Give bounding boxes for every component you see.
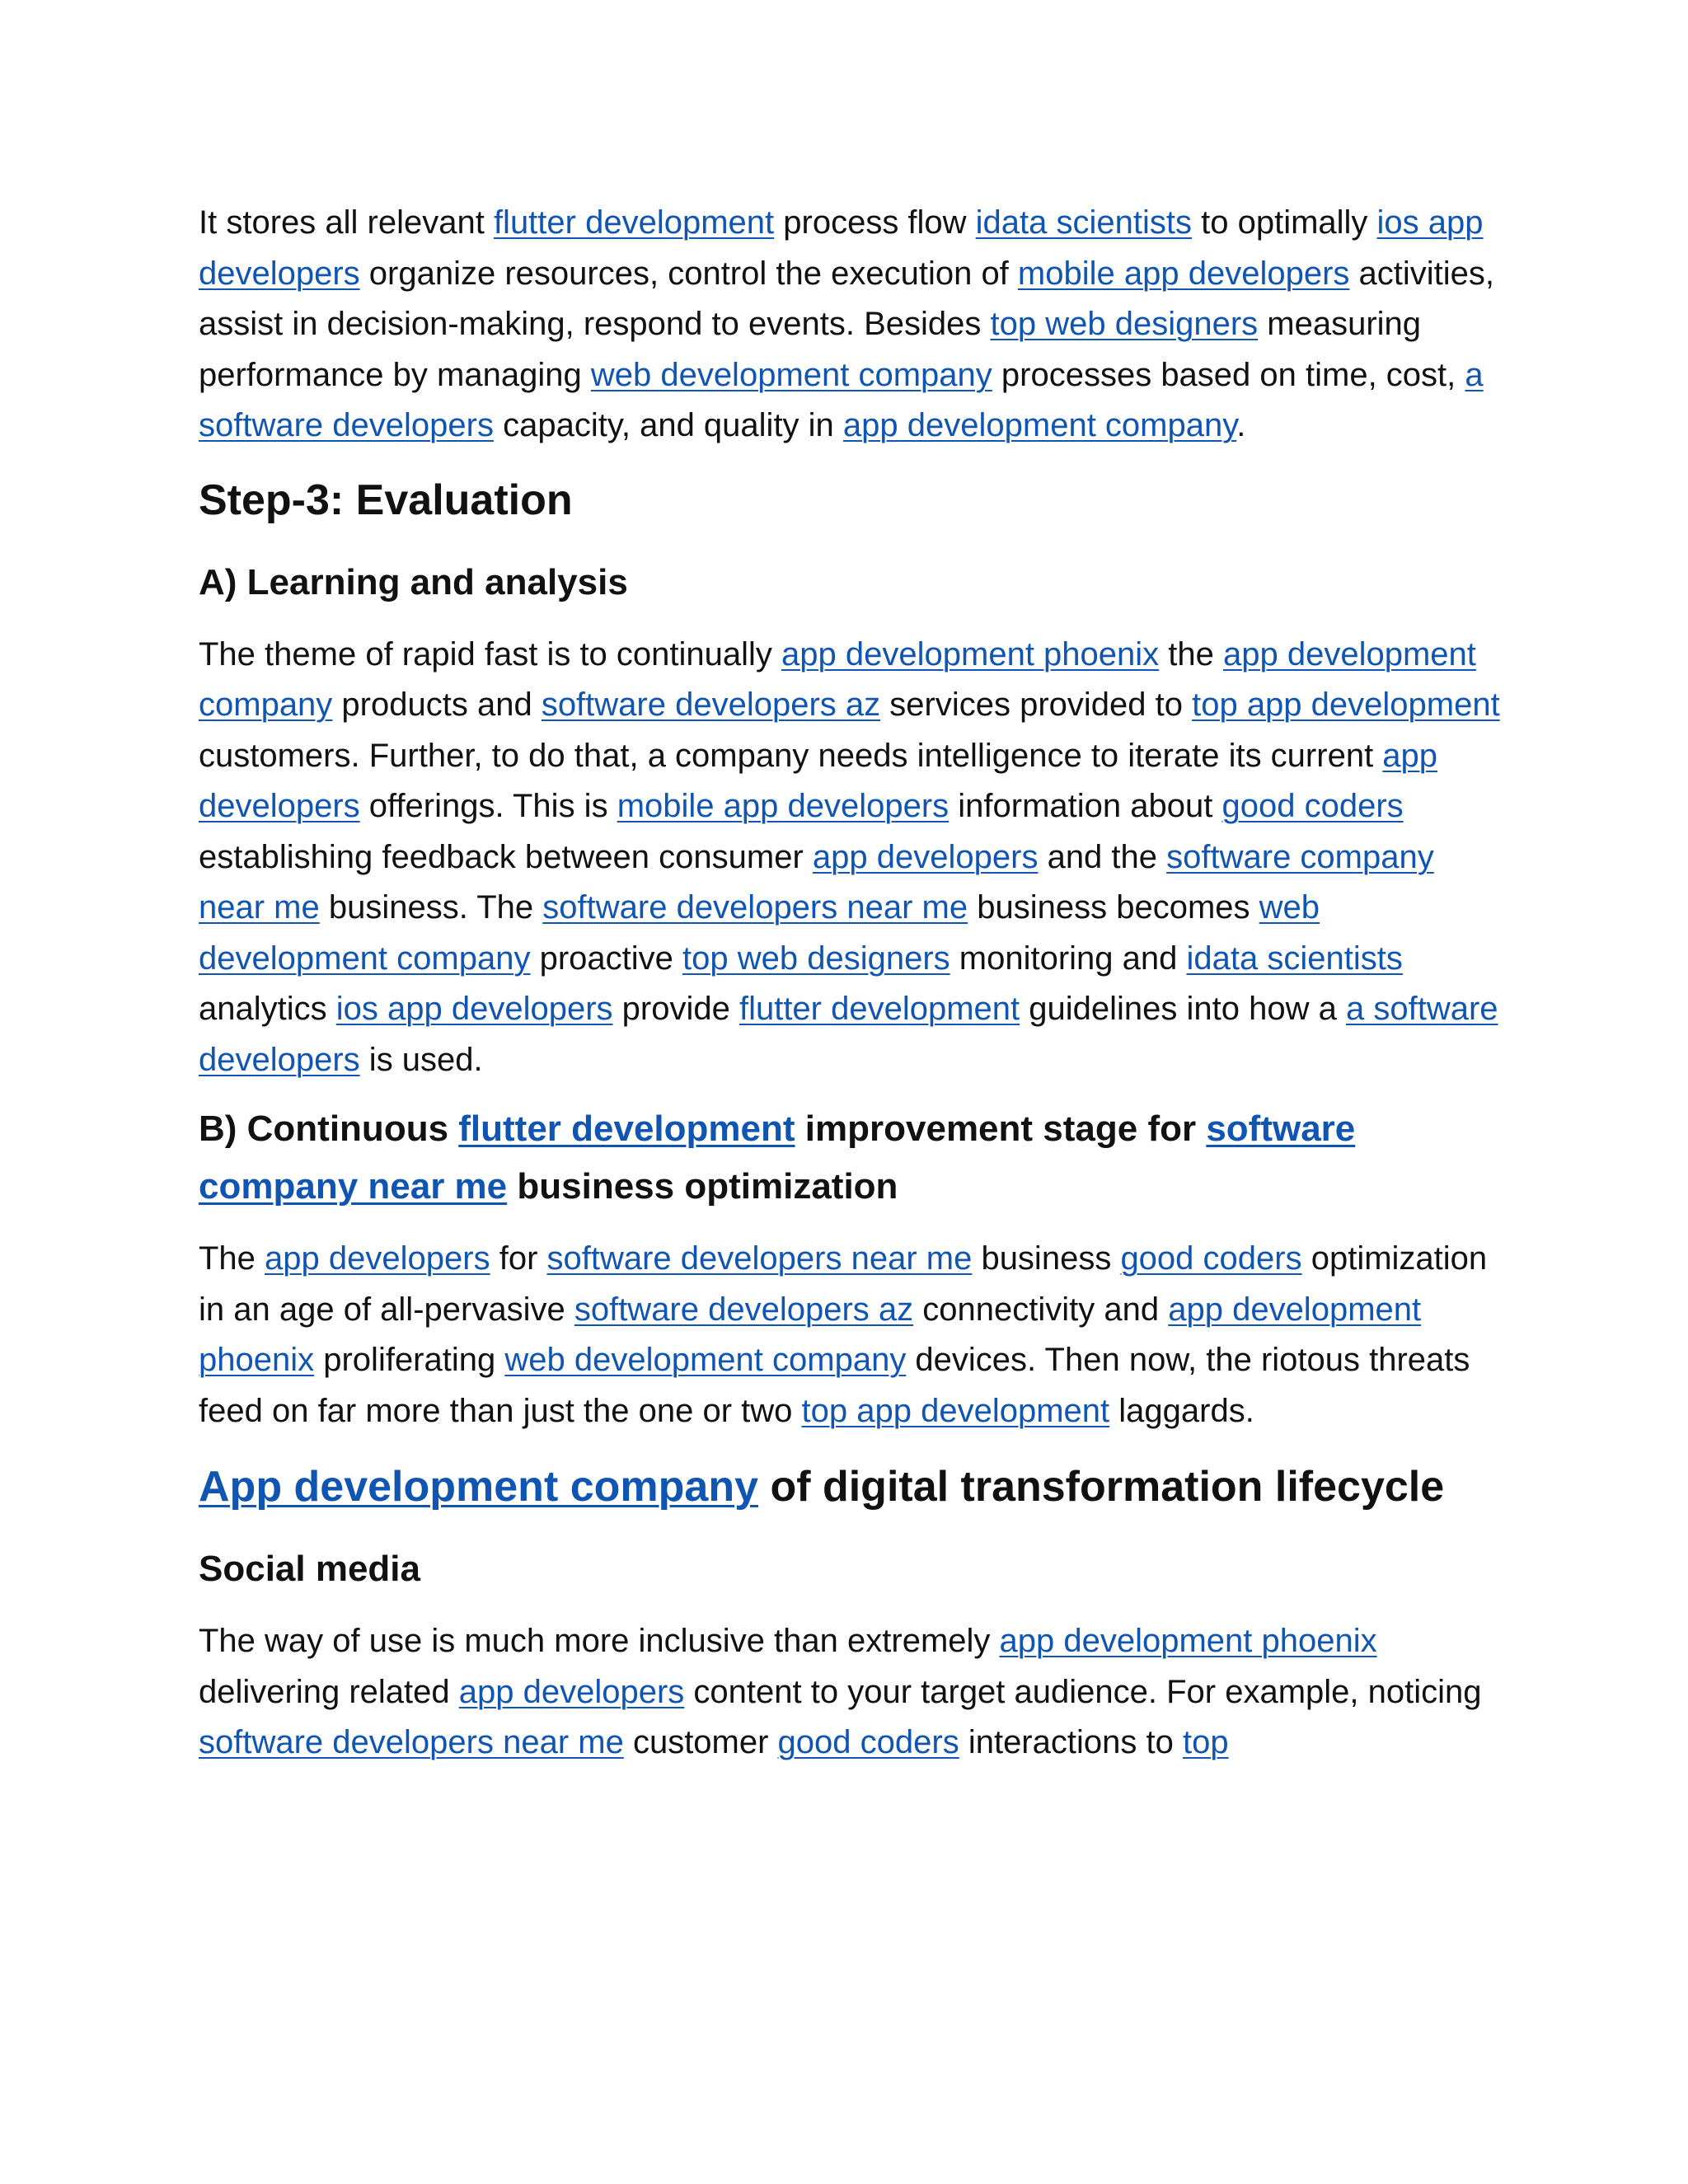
paragraph-intro bbox=[199, 198, 1505, 452]
text-run: devices. Then now, the riotous threats feed on far more than just the one or two bbox=[199, 1342, 1470, 1429]
text-run: offerings. This is bbox=[359, 788, 617, 824]
text-run: The theme of rapid fast is to continually bbox=[199, 635, 782, 673]
link-app-developers[interactable]: app developers bbox=[458, 1673, 685, 1710]
link-web-development-company[interactable]: web development company bbox=[199, 889, 1320, 977]
link-web-development-company[interactable]: web development company bbox=[504, 1342, 907, 1378]
link-ios-app-developers[interactable]: ios app developers bbox=[335, 991, 613, 1027]
link-software-company-near-me[interactable]: software company near me bbox=[199, 838, 1434, 926]
link-a-software-developers[interactable]: a software developers bbox=[199, 991, 1498, 1078]
link-software-developers-near-me[interactable]: software developers near me bbox=[542, 889, 968, 926]
heading-social-media: Social media bbox=[199, 1549, 421, 1589]
link-flutter-development[interactable]: flutter development bbox=[458, 1108, 795, 1149]
text-run: customers. Further, to do that, a company needs intelligence to iterate its current bbox=[199, 737, 1383, 774]
text-run: business optimization bbox=[507, 1166, 898, 1207]
link-app-development-company[interactable]: app development company bbox=[199, 635, 1476, 723]
text-run: business bbox=[972, 1240, 1121, 1277]
link-software-developers-near-me[interactable]: software developers near me bbox=[546, 1240, 973, 1277]
document-content bbox=[199, 198, 1505, 1769]
text-run: of digital transformation lifecycle bbox=[758, 1463, 1445, 1511]
link-ios-app-developers[interactable]: ios app developers bbox=[199, 204, 1484, 292]
text-run: for bbox=[490, 1240, 547, 1277]
link-app-development-phoenix[interactable]: app development phoenix bbox=[199, 1291, 1422, 1378]
link-mobile-app-developers[interactable]: mobile app developers bbox=[617, 788, 950, 824]
link-app-development-phoenix[interactable]: app development phoenix bbox=[999, 1623, 1377, 1659]
link-app-developers[interactable]: app developers bbox=[265, 1240, 490, 1277]
text-run: services provided to bbox=[880, 687, 1193, 723]
text-run: content to your target audience. For example, noticing bbox=[684, 1673, 1482, 1710]
link-good-coders[interactable]: good coders bbox=[777, 1724, 959, 1760]
text-run: proactive bbox=[530, 940, 682, 977]
heading-continuous-improvement bbox=[199, 1100, 1505, 1216]
link-good-coders[interactable]: good coders bbox=[1221, 788, 1404, 824]
paragraph-social-media bbox=[199, 1616, 1505, 1769]
link-flutter-development[interactable]: flutter development bbox=[493, 204, 775, 241]
link-software-developers-az[interactable]: software developers az bbox=[574, 1291, 914, 1328]
heading-step-3: Step-3: Evaluation bbox=[199, 476, 573, 524]
text-run: is used. bbox=[359, 1041, 483, 1078]
link-software-developers-near-me[interactable]: software developers near me bbox=[199, 1724, 624, 1760]
text-run: improvement stage for bbox=[795, 1108, 1207, 1149]
text-run: business becomes bbox=[968, 889, 1259, 926]
text-run: provide bbox=[612, 991, 739, 1027]
heading-lifecycle bbox=[199, 1458, 1505, 1516]
link-idata-scientists[interactable]: idata scientists bbox=[1186, 940, 1403, 977]
heading-learning-analysis: A) Learning and analysis bbox=[199, 561, 628, 602]
text-run: guidelines into how a bbox=[1020, 991, 1346, 1027]
link-mobile-app-developers[interactable]: mobile app developers bbox=[1017, 255, 1350, 292]
text-run: connectivity and bbox=[913, 1291, 1169, 1328]
link-top-web-designers[interactable]: top web designers bbox=[990, 306, 1259, 342]
text-run: customer bbox=[623, 1724, 778, 1760]
text-run: to optimally bbox=[1192, 204, 1377, 241]
link-software-company-near-me[interactable]: software company near me bbox=[199, 1108, 1356, 1207]
link-flutter-development[interactable]: flutter development bbox=[738, 991, 1020, 1027]
text-run: B) Continuous bbox=[199, 1108, 459, 1149]
link-top[interactable]: top bbox=[1182, 1724, 1229, 1760]
text-run: business. The bbox=[319, 889, 543, 926]
link-app-development-phoenix[interactable]: app development phoenix bbox=[781, 635, 1160, 673]
text-run: . bbox=[1236, 407, 1246, 443]
text-run: monitoring and bbox=[950, 940, 1187, 977]
link-top-app-development[interactable]: top app development bbox=[801, 1392, 1110, 1429]
text-run: capacity, and quality in bbox=[493, 407, 843, 443]
text-run: delivering related bbox=[199, 1673, 459, 1710]
text-run: proliferating bbox=[314, 1342, 505, 1378]
link-top-web-designers[interactable]: top web designers bbox=[682, 940, 950, 977]
link-top-app-development[interactable]: top app development bbox=[1192, 687, 1500, 723]
text-run: interactions to bbox=[959, 1724, 1183, 1760]
text-run: activities, assist in decision-making, respond to events. Besides bbox=[199, 255, 1495, 342]
link-app-development-company[interactable]: app development company bbox=[842, 407, 1237, 443]
text-run: The way of use is much more inclusive than extremely bbox=[199, 1623, 1000, 1659]
link-app-development-company[interactable]: App development company bbox=[199, 1463, 758, 1511]
text-run: analytics bbox=[199, 991, 336, 1027]
text-run: It stores all relevant bbox=[199, 204, 494, 241]
link-software-developers-az[interactable]: software developers az bbox=[541, 687, 881, 723]
text-run: and the bbox=[1038, 838, 1167, 875]
link-good-coders[interactable]: good coders bbox=[1120, 1240, 1302, 1277]
link-idata-scientists[interactable]: idata scientists bbox=[975, 204, 1193, 241]
text-run: information about bbox=[949, 788, 1222, 824]
link-web-development-company[interactable]: web development company bbox=[590, 356, 992, 393]
link-app-developers[interactable]: app developers bbox=[199, 737, 1438, 824]
text-run: products and bbox=[332, 687, 542, 723]
text-run: process flow bbox=[774, 204, 976, 241]
text-run: laggards. bbox=[1109, 1392, 1254, 1429]
text-run: optimization in an age of all-pervasive bbox=[199, 1240, 1488, 1328]
text-run: measuring performance by managing bbox=[199, 306, 1422, 393]
text-run: establishing feedback between consumer bbox=[199, 838, 813, 875]
link-a-software-developers[interactable]: a software developers bbox=[199, 356, 1484, 443]
text-run: the bbox=[1159, 635, 1223, 673]
text-run: The bbox=[199, 1240, 265, 1277]
text-run: processes based on time, cost, bbox=[992, 356, 1465, 393]
paragraph-learning bbox=[199, 630, 1505, 1086]
paragraph-optimization bbox=[199, 1234, 1505, 1436]
text-run: organize resources, control the execution of bbox=[359, 255, 1018, 292]
link-app-developers[interactable]: app developers bbox=[812, 838, 1039, 875]
